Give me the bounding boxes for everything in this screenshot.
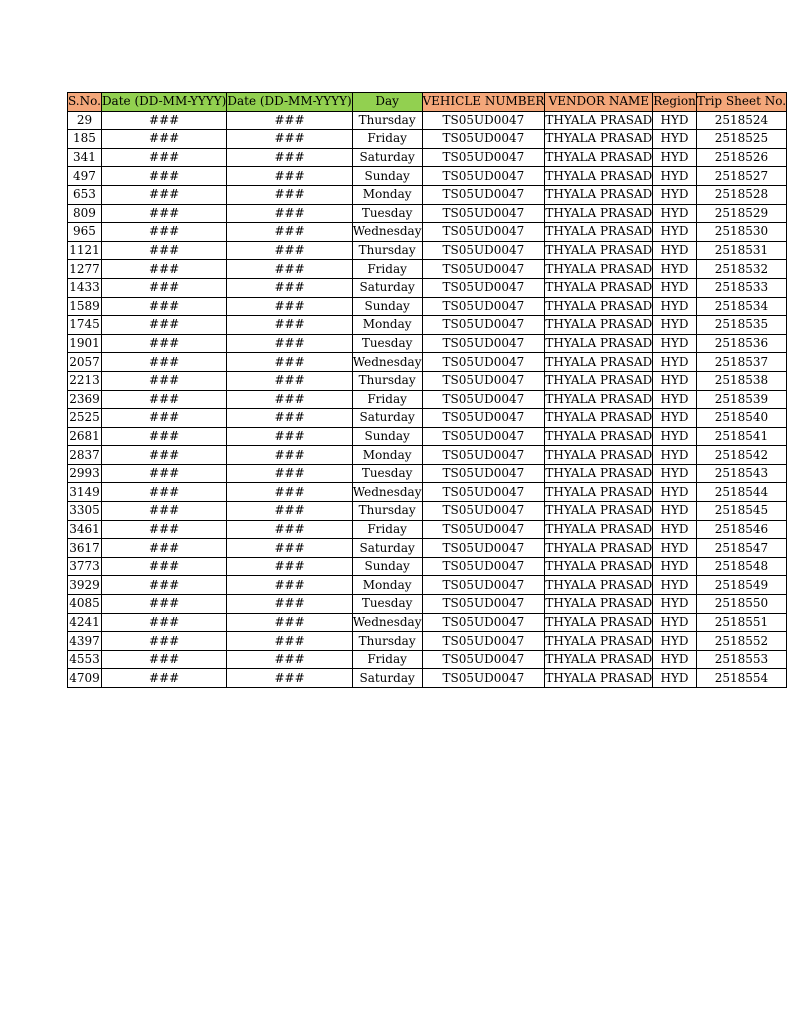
vendor-name-cell[interactable]: THYALA PRASAD — [545, 632, 653, 651]
day-cell[interactable]: Saturday — [352, 539, 422, 558]
vendor-name-cell[interactable]: THYALA PRASAD — [545, 539, 653, 558]
region-cell[interactable]: HYD — [653, 595, 697, 614]
vehicle-number-cell[interactable]: TS05UD0047 — [422, 409, 545, 428]
table-row — [68, 316, 787, 335]
trip-sheet-no-cell[interactable]: 2518549 — [696, 576, 786, 595]
date-cell-1[interactable]: ### — [101, 427, 226, 446]
vendor-name-cell[interactable]: THYALA PRASAD — [545, 167, 653, 186]
region-cell[interactable]: HYD — [653, 167, 697, 186]
day-cell[interactable]: Sunday — [352, 427, 422, 446]
vendor-name-cell[interactable]: THYALA PRASAD — [545, 502, 653, 521]
header-vehicle-number[interactable]: VEHICLE NUMBER — [422, 93, 545, 112]
date-cell-2[interactable]: ### — [227, 204, 352, 223]
region-cell[interactable]: HYD — [653, 334, 697, 353]
date-cell-1[interactable]: ### — [101, 520, 226, 539]
vehicle-number-cell[interactable]: TS05UD0047 — [422, 595, 545, 614]
table-row — [68, 371, 787, 390]
vehicle-number-cell[interactable]: TS05UD0047 — [422, 334, 545, 353]
date-cell-1[interactable]: ### — [101, 557, 226, 576]
sno-cell[interactable]: 341 — [68, 148, 102, 167]
trip-sheet-no-cell[interactable]: 2518543 — [696, 464, 786, 483]
date-cell-2[interactable]: ### — [227, 632, 352, 651]
vendor-name-cell[interactable]: THYALA PRASAD — [545, 204, 653, 223]
table-row — [68, 502, 787, 521]
trip-sheet-no-cell[interactable]: 2518534 — [696, 297, 786, 316]
region-cell[interactable]: HYD — [653, 111, 697, 130]
region-cell[interactable]: HYD — [653, 520, 697, 539]
table-row — [68, 111, 787, 130]
date-cell-1[interactable]: ### — [101, 539, 226, 558]
vendor-name-cell[interactable]: THYALA PRASAD — [545, 371, 653, 390]
sno-cell[interactable]: 3305 — [68, 502, 102, 521]
region-cell[interactable]: HYD — [653, 223, 697, 242]
date-cell-1[interactable]: ### — [101, 669, 226, 688]
date-cell-2[interactable]: ### — [227, 241, 352, 260]
day-cell[interactable]: Tuesday — [352, 204, 422, 223]
date-cell-1[interactable]: ### — [101, 241, 226, 260]
vendor-name-cell[interactable]: THYALA PRASAD — [545, 557, 653, 576]
trip-sheet-no-cell[interactable]: 2518553 — [696, 650, 786, 669]
day-cell[interactable]: Saturday — [352, 278, 422, 297]
table-row — [68, 427, 787, 446]
vendor-name-cell[interactable]: THYALA PRASAD — [545, 260, 653, 279]
vehicle-number-cell[interactable]: TS05UD0047 — [422, 297, 545, 316]
trip-sheet-no-cell[interactable]: 2518548 — [696, 557, 786, 576]
date-cell-1[interactable]: ### — [101, 185, 226, 204]
date-cell-1[interactable]: ### — [101, 371, 226, 390]
sno-cell[interactable]: 4241 — [68, 613, 102, 632]
table-body — [68, 111, 787, 687]
region-cell[interactable]: HYD — [653, 353, 697, 372]
vendor-name-cell[interactable]: THYALA PRASAD — [545, 446, 653, 465]
region-cell[interactable]: HYD — [653, 427, 697, 446]
table-row — [68, 576, 787, 595]
date-cell-2[interactable]: ### — [227, 595, 352, 614]
table-row — [68, 632, 787, 651]
vendor-name-cell[interactable]: THYALA PRASAD — [545, 520, 653, 539]
date-cell-2[interactable]: ### — [227, 278, 352, 297]
trip-sheet-no-cell[interactable]: 2518541 — [696, 427, 786, 446]
date-cell-2[interactable]: ### — [227, 502, 352, 521]
header-date-2[interactable]: Date (DD-MM-YYYY) — [227, 93, 352, 112]
day-cell[interactable]: Saturday — [352, 669, 422, 688]
trip-sheet-no-cell[interactable]: 2518535 — [696, 316, 786, 335]
sno-cell[interactable]: 185 — [68, 130, 102, 149]
trip-sheet-no-cell[interactable]: 2518531 — [696, 241, 786, 260]
vehicle-number-cell[interactable]: TS05UD0047 — [422, 446, 545, 465]
vendor-name-cell[interactable]: THYALA PRASAD — [545, 390, 653, 409]
day-cell[interactable]: Wednesday — [352, 223, 422, 242]
day-cell[interactable]: Friday — [352, 130, 422, 149]
region-cell[interactable]: HYD — [653, 650, 697, 669]
day-cell[interactable]: Wednesday — [352, 353, 422, 372]
vendor-name-cell[interactable]: THYALA PRASAD — [545, 464, 653, 483]
day-cell[interactable]: Tuesday — [352, 334, 422, 353]
date-cell-1[interactable]: ### — [101, 650, 226, 669]
vendor-name-cell[interactable]: THYALA PRASAD — [545, 650, 653, 669]
day-cell[interactable]: Friday — [352, 650, 422, 669]
trip-sheet-no-cell[interactable]: 2518529 — [696, 204, 786, 223]
sno-cell[interactable]: 2057 — [68, 353, 102, 372]
vehicle-number-cell[interactable]: TS05UD0047 — [422, 353, 545, 372]
vendor-name-cell[interactable]: THYALA PRASAD — [545, 185, 653, 204]
sno-cell[interactable]: 653 — [68, 185, 102, 204]
vendor-name-cell[interactable]: THYALA PRASAD — [545, 353, 653, 372]
table-row — [68, 390, 787, 409]
date-cell-1[interactable]: ### — [101, 316, 226, 335]
vendor-name-cell[interactable]: THYALA PRASAD — [545, 241, 653, 260]
sno-cell[interactable]: 1433 — [68, 278, 102, 297]
vendor-name-cell[interactable]: THYALA PRASAD — [545, 297, 653, 316]
table-row — [68, 595, 787, 614]
region-cell[interactable]: HYD — [653, 371, 697, 390]
table-row — [68, 148, 787, 167]
day-cell[interactable]: Sunday — [352, 167, 422, 186]
trip-sheet-no-cell[interactable]: 2518533 — [696, 278, 786, 297]
vehicle-number-cell[interactable]: TS05UD0047 — [422, 632, 545, 651]
date-cell-1[interactable]: ### — [101, 446, 226, 465]
header-date-1[interactable]: Date (DD-MM-YYYY) — [101, 93, 226, 112]
region-cell[interactable]: HYD — [653, 241, 697, 260]
table-row — [68, 278, 787, 297]
sno-cell[interactable]: 497 — [68, 167, 102, 186]
vehicle-number-cell[interactable]: TS05UD0047 — [422, 111, 545, 130]
vehicle-number-cell[interactable]: TS05UD0047 — [422, 390, 545, 409]
sno-cell[interactable]: 2993 — [68, 464, 102, 483]
vehicle-number-cell[interactable]: TS05UD0047 — [422, 539, 545, 558]
table-row — [68, 557, 787, 576]
region-cell[interactable]: HYD — [653, 390, 697, 409]
vehicle-number-cell[interactable]: TS05UD0047 — [422, 204, 545, 223]
region-cell[interactable]: HYD — [653, 483, 697, 502]
table-row — [68, 130, 787, 149]
day-cell[interactable]: Monday — [352, 446, 422, 465]
day-cell[interactable]: Thursday — [352, 241, 422, 260]
vehicle-number-cell[interactable]: TS05UD0047 — [422, 650, 545, 669]
date-cell-1[interactable]: ### — [101, 409, 226, 428]
vehicle-number-cell[interactable]: TS05UD0047 — [422, 613, 545, 632]
sno-cell[interactable]: 3461 — [68, 520, 102, 539]
table-row — [68, 223, 787, 242]
sno-cell[interactable]: 2837 — [68, 446, 102, 465]
region-cell[interactable]: HYD — [653, 409, 697, 428]
date-cell-2[interactable]: ### — [227, 353, 352, 372]
vehicle-number-cell[interactable]: TS05UD0047 — [422, 427, 545, 446]
sno-cell[interactable]: 3929 — [68, 576, 102, 595]
trip-sheet-no-cell[interactable]: 2518542 — [696, 446, 786, 465]
date-cell-1[interactable]: ### — [101, 632, 226, 651]
date-cell-2[interactable]: ### — [227, 130, 352, 149]
vehicle-number-cell[interactable]: TS05UD0047 — [422, 520, 545, 539]
day-cell[interactable]: Wednesday — [352, 613, 422, 632]
vehicle-number-cell[interactable]: TS05UD0047 — [422, 278, 545, 297]
region-cell[interactable]: HYD — [653, 557, 697, 576]
date-cell-2[interactable]: ### — [227, 650, 352, 669]
date-cell-1[interactable]: ### — [101, 483, 226, 502]
day-cell[interactable]: Tuesday — [352, 595, 422, 614]
date-cell-1[interactable]: ### — [101, 334, 226, 353]
table-row — [68, 539, 787, 558]
trip-sheet-no-cell[interactable]: 2518551 — [696, 613, 786, 632]
day-cell[interactable]: Thursday — [352, 502, 422, 521]
sno-cell[interactable]: 1589 — [68, 297, 102, 316]
sno-cell[interactable]: 29 — [68, 111, 102, 130]
vehicle-number-cell[interactable]: TS05UD0047 — [422, 241, 545, 260]
date-cell-2[interactable]: ### — [227, 464, 352, 483]
date-cell-1[interactable]: ### — [101, 595, 226, 614]
table-row — [68, 185, 787, 204]
date-cell-2[interactable]: ### — [227, 483, 352, 502]
table-row — [68, 650, 787, 669]
date-cell-2[interactable]: ### — [227, 613, 352, 632]
date-cell-2[interactable]: ### — [227, 390, 352, 409]
sno-cell[interactable]: 965 — [68, 223, 102, 242]
header-sno[interactable]: S.No. — [68, 93, 102, 112]
trip-sheet-no-cell[interactable]: 2518552 — [696, 632, 786, 651]
trip-sheet-no-cell[interactable]: 2518545 — [696, 502, 786, 521]
date-cell-1[interactable]: ### — [101, 278, 226, 297]
region-cell[interactable]: HYD — [653, 632, 697, 651]
vendor-name-cell[interactable]: THYALA PRASAD — [545, 427, 653, 446]
trip-sheet-no-cell[interactable]: 2518530 — [696, 223, 786, 242]
vehicle-number-cell[interactable]: TS05UD0047 — [422, 669, 545, 688]
region-cell[interactable]: HYD — [653, 539, 697, 558]
date-cell-2[interactable]: ### — [227, 111, 352, 130]
date-cell-2[interactable]: ### — [227, 446, 352, 465]
day-cell[interactable]: Friday — [352, 390, 422, 409]
date-cell-1[interactable]: ### — [101, 613, 226, 632]
sno-cell[interactable]: 1121 — [68, 241, 102, 260]
sno-cell[interactable]: 2525 — [68, 409, 102, 428]
vendor-name-cell[interactable]: THYALA PRASAD — [545, 278, 653, 297]
region-cell[interactable]: HYD — [653, 613, 697, 632]
table-row — [68, 669, 787, 688]
sno-cell[interactable]: 3617 — [68, 539, 102, 558]
date-cell-1[interactable]: ### — [101, 130, 226, 149]
day-cell[interactable]: Thursday — [352, 111, 422, 130]
vehicle-number-cell[interactable]: TS05UD0047 — [422, 260, 545, 279]
trip-sheet-no-cell[interactable]: 2518539 — [696, 390, 786, 409]
table-row — [68, 334, 787, 353]
table-row — [68, 483, 787, 502]
date-cell-1[interactable]: ### — [101, 502, 226, 521]
vendor-name-cell[interactable]: THYALA PRASAD — [545, 223, 653, 242]
header-day[interactable]: Day — [352, 93, 422, 112]
table-row — [68, 353, 787, 372]
day-cell[interactable]: Saturday — [352, 148, 422, 167]
vendor-name-cell[interactable]: THYALA PRASAD — [545, 669, 653, 688]
sno-cell[interactable]: 4709 — [68, 669, 102, 688]
day-cell[interactable]: Wednesday — [352, 483, 422, 502]
region-cell[interactable]: HYD — [653, 669, 697, 688]
trip-sheet-no-cell[interactable]: 2518540 — [696, 409, 786, 428]
sno-cell[interactable]: 809 — [68, 204, 102, 223]
header-vendor-name[interactable]: VENDOR NAME — [545, 93, 653, 112]
date-cell-1[interactable]: ### — [101, 223, 226, 242]
trip-sheet-no-cell[interactable]: 2518536 — [696, 334, 786, 353]
vendor-name-cell[interactable]: THYALA PRASAD — [545, 334, 653, 353]
region-cell[interactable]: HYD — [653, 464, 697, 483]
vehicle-number-cell[interactable]: TS05UD0047 — [422, 464, 545, 483]
sno-cell[interactable]: 2213 — [68, 371, 102, 390]
trip-sheet-no-cell[interactable]: 2518547 — [696, 539, 786, 558]
day-cell[interactable]: Monday — [352, 576, 422, 595]
date-cell-2[interactable]: ### — [227, 316, 352, 335]
vehicle-number-cell[interactable]: TS05UD0047 — [422, 185, 545, 204]
trip-sheet-no-cell[interactable]: 2518554 — [696, 669, 786, 688]
region-cell[interactable]: HYD — [653, 185, 697, 204]
table-row — [68, 204, 787, 223]
sno-cell[interactable]: 1277 — [68, 260, 102, 279]
region-cell[interactable]: HYD — [653, 278, 697, 297]
vehicle-number-cell[interactable]: TS05UD0047 — [422, 576, 545, 595]
vehicle-number-cell[interactable]: TS05UD0047 — [422, 316, 545, 335]
sno-cell[interactable]: 2681 — [68, 427, 102, 446]
date-cell-2[interactable]: ### — [227, 297, 352, 316]
date-cell-1[interactable]: ### — [101, 297, 226, 316]
header-row — [68, 93, 787, 112]
date-cell-2[interactable]: ### — [227, 223, 352, 242]
vendor-name-cell[interactable]: THYALA PRASAD — [545, 316, 653, 335]
trip-sheet-no-cell[interactable]: 2518526 — [696, 148, 786, 167]
day-cell[interactable]: Friday — [352, 520, 422, 539]
trip-sheet-no-cell[interactable]: 2518538 — [696, 371, 786, 390]
region-cell[interactable]: HYD — [653, 316, 697, 335]
date-cell-1[interactable]: ### — [101, 260, 226, 279]
sno-cell[interactable]: 4397 — [68, 632, 102, 651]
trip-sheet-no-cell[interactable]: 2518550 — [696, 595, 786, 614]
day-cell[interactable]: Monday — [352, 316, 422, 335]
date-cell-1[interactable]: ### — [101, 390, 226, 409]
trip-sheet-no-cell[interactable]: 2518525 — [696, 130, 786, 149]
date-cell-2[interactable]: ### — [227, 334, 352, 353]
table-row — [68, 446, 787, 465]
trip-sheet-no-cell[interactable]: 2518544 — [696, 483, 786, 502]
date-cell-2[interactable]: ### — [227, 557, 352, 576]
vendor-name-cell[interactable]: THYALA PRASAD — [545, 595, 653, 614]
vendor-name-cell[interactable]: THYALA PRASAD — [545, 148, 653, 167]
date-cell-2[interactable]: ### — [227, 539, 352, 558]
vendor-name-cell[interactable]: THYALA PRASAD — [545, 483, 653, 502]
day-cell[interactable]: Sunday — [352, 297, 422, 316]
sno-cell[interactable]: 2369 — [68, 390, 102, 409]
date-cell-2[interactable]: ### — [227, 427, 352, 446]
trip-sheet-no-cell[interactable]: 2518537 — [696, 353, 786, 372]
sno-cell[interactable]: 3149 — [68, 483, 102, 502]
table-row — [68, 409, 787, 428]
date-cell-2[interactable]: ### — [227, 260, 352, 279]
date-cell-1[interactable]: ### — [101, 464, 226, 483]
table-row — [68, 613, 787, 632]
vendor-name-cell[interactable]: THYALA PRASAD — [545, 409, 653, 428]
table-row — [68, 241, 787, 260]
trip-sheet-no-cell[interactable]: 2518527 — [696, 167, 786, 186]
day-cell[interactable]: Thursday — [352, 632, 422, 651]
header-trip-sheet-no[interactable]: Trip Sheet No. — [696, 93, 786, 112]
trip-sheet-no-cell[interactable]: 2518524 — [696, 111, 786, 130]
date-cell-1[interactable]: ### — [101, 111, 226, 130]
table-row — [68, 260, 787, 279]
region-cell[interactable]: HYD — [653, 502, 697, 521]
table-row — [68, 167, 787, 186]
region-cell[interactable]: HYD — [653, 148, 697, 167]
region-cell[interactable]: HYD — [653, 446, 697, 465]
date-cell-2[interactable]: ### — [227, 185, 352, 204]
region-cell[interactable]: HYD — [653, 260, 697, 279]
date-cell-1[interactable]: ### — [101, 576, 226, 595]
day-cell[interactable]: Thursday — [352, 371, 422, 390]
vehicle-number-cell[interactable]: TS05UD0047 — [422, 483, 545, 502]
vehicle-number-cell[interactable]: TS05UD0047 — [422, 130, 545, 149]
day-cell[interactable]: Saturday — [352, 409, 422, 428]
day-cell[interactable]: Sunday — [352, 557, 422, 576]
sno-cell[interactable]: 4085 — [68, 595, 102, 614]
table-row — [68, 520, 787, 539]
table-header — [68, 93, 787, 112]
region-cell[interactable]: HYD — [653, 576, 697, 595]
sno-cell[interactable]: 4553 — [68, 650, 102, 669]
region-cell[interactable]: HYD — [653, 130, 697, 149]
date-cell-1[interactable]: ### — [101, 148, 226, 167]
vehicle-number-cell[interactable]: TS05UD0047 — [422, 371, 545, 390]
table-row — [68, 297, 787, 316]
header-region[interactable]: Region — [653, 93, 697, 112]
trip-sheet-no-cell[interactable]: 2518532 — [696, 260, 786, 279]
vehicle-number-cell[interactable]: TS05UD0047 — [422, 223, 545, 242]
vendor-name-cell[interactable]: THYALA PRASAD — [545, 130, 653, 149]
date-cell-2[interactable]: ### — [227, 167, 352, 186]
vehicle-number-cell[interactable]: TS05UD0047 — [422, 148, 545, 167]
region-cell[interactable]: HYD — [653, 297, 697, 316]
trip-sheet-table — [67, 92, 787, 688]
vendor-name-cell[interactable]: THYALA PRASAD — [545, 576, 653, 595]
date-cell-2[interactable]: ### — [227, 148, 352, 167]
vehicle-number-cell[interactable]: TS05UD0047 — [422, 502, 545, 521]
trip-sheet-no-cell[interactable]: 2518546 — [696, 520, 786, 539]
trip-sheet-no-cell[interactable]: 2518528 — [696, 185, 786, 204]
vehicle-number-cell[interactable]: TS05UD0047 — [422, 167, 545, 186]
sno-cell[interactable]: 3773 — [68, 557, 102, 576]
date-cell-2[interactable]: ### — [227, 371, 352, 390]
vendor-name-cell[interactable]: THYALA PRASAD — [545, 111, 653, 130]
date-cell-2[interactable]: ### — [227, 576, 352, 595]
region-cell[interactable]: HYD — [653, 204, 697, 223]
vehicle-number-cell[interactable]: TS05UD0047 — [422, 557, 545, 576]
day-cell[interactable]: Friday — [352, 260, 422, 279]
date-cell-1[interactable]: ### — [101, 204, 226, 223]
day-cell[interactable]: Monday — [352, 185, 422, 204]
sno-cell[interactable]: 1745 — [68, 316, 102, 335]
vendor-name-cell[interactable]: THYALA PRASAD — [545, 613, 653, 632]
date-cell-2[interactable]: ### — [227, 669, 352, 688]
date-cell-1[interactable]: ### — [101, 167, 226, 186]
date-cell-2[interactable]: ### — [227, 409, 352, 428]
date-cell-2[interactable]: ### — [227, 520, 352, 539]
sno-cell[interactable]: 1901 — [68, 334, 102, 353]
day-cell[interactable]: Tuesday — [352, 464, 422, 483]
table-row — [68, 464, 787, 483]
date-cell-1[interactable]: ### — [101, 353, 226, 372]
